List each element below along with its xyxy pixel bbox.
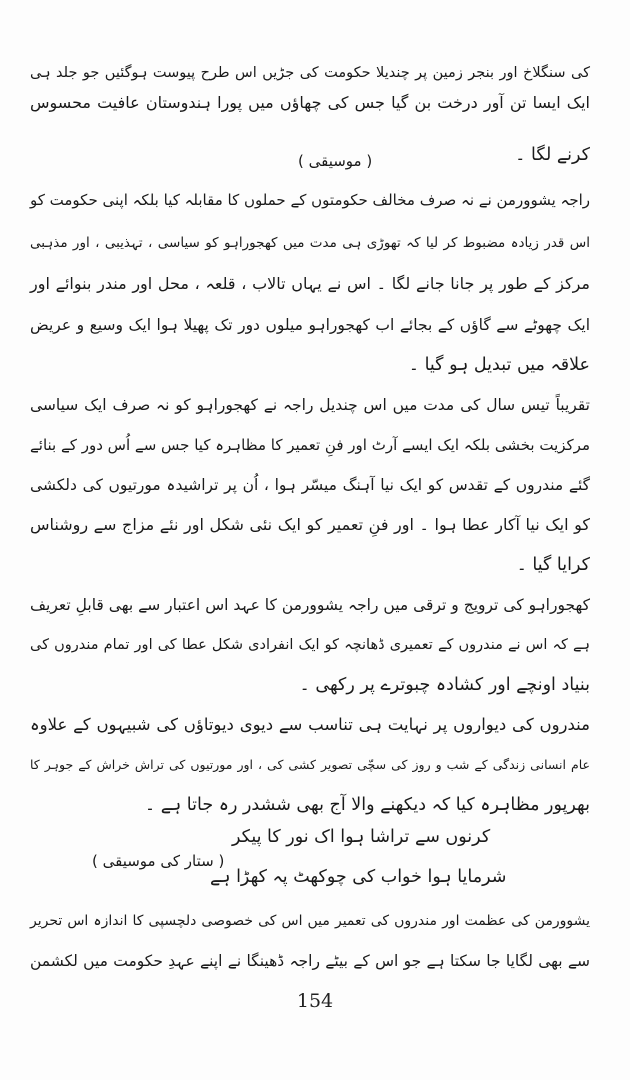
paragraph-3-line-5: کرایا گیا ۔ <box>516 555 590 575</box>
verse-line-1: کرنوں سے تراشا ہوا اک نور کا پیکر <box>232 827 491 847</box>
paragraph-2-line-2: اس قدر زیادہ مضبوط کر لیا کہ تھوڑی ہی مدت میں کھجوراہو کو سیاسی ، تہذیبی ، اور مذہبی <box>30 235 590 251</box>
paragraph-4-line-1: کھجوراہو کی ترویج و ترقی میں راجہ یشوورمن کا عہد اس اعتبار سے بھی قابلِ تعریف <box>30 596 590 614</box>
paragraph-3-line-4: کو ایک نیا آکار عطا ہوا ۔ اور فنِ تعمیر کو ایک نئی شکل اور نئے مزاج سے روشناس <box>30 515 590 534</box>
paragraph-3-line-3: گئے مندروں کے تقدس کو ایک نیا آہنگ میسّر ہوا ، اُن پر تراشیدہ مورتیوں کی دلکشی <box>30 476 590 494</box>
paragraph-1-line-1: کی سنگلاخ اور بنجر زمین پر چندیلا حکومت کی جڑیں اس طرح پیوست ہوگئیں جو جلد ہی <box>30 65 590 81</box>
music-note-label: ( موسیقی ) <box>298 152 373 170</box>
paragraph-2-line-4: ایک چھوٹے سے گاؤں کے بجائے اب کھجوراہو میلوں دور تک پھیلا ہوا ایک وسیع و عریض <box>30 316 590 334</box>
paragraph-3-line-2: مرکزیت بخشی بلکہ ایک ایسے آرٹ اور فنِ تعمیر کا مظاہرہ کیا جس سے اُس دور کے بنائے <box>30 436 590 454</box>
page-number: 154 <box>296 990 334 1012</box>
paragraph-5-line-3: بھرپور مظاہرہ کیا کہ دیکھنے والا آج بھی ششدر رہ جاتا ہے ۔ <box>144 795 590 815</box>
paragraph-1-line-3: کرنے لگا ۔ <box>515 145 590 165</box>
paragraph-2-line-1: راجہ یشوورمن نے نہ صرف مخالف حکومتوں کے حملوں کا مقابلہ کیا بلکہ اپنی حکومت کو <box>30 191 590 209</box>
paragraph-6-line-1: یشوورمن کی عظمت اور مندروں کی تعمیر میں اس کی خصوصی دلچسپی کا اندازہ اس تحریر <box>30 913 590 929</box>
paragraph-4-line-3: بنیاد اونچے اور کشادہ چبوترے پر رکھی ۔ <box>299 675 590 695</box>
paragraph-2-line-3: مرکز کے طور پر جانا جانے لگا ۔ اس نے یہاں تالاب ، قلعہ ، محل اور مندر بنوائے اور <box>30 274 590 293</box>
paragraph-2-line-5: علاقہ میں تبدیل ہو گیا ۔ <box>408 355 590 375</box>
paragraph-5-line-1: مندروں کی دیواروں پر نہایت ہی تناسب سے دیوی دیوتاؤں کی شبیہوں کے علاوہ <box>30 715 590 734</box>
paragraph-5-line-2: عام انسانی زندگی کے شب و روز کی سچّی تصویر کشی کی ، اور مورتیوں کی تراش خراش کے جوہر کا <box>30 757 590 772</box>
verse-line-2: شرمایا ہوا خواب کی چوکھٹ پہ کھڑا ہے <box>210 867 507 887</box>
paragraph-1-line-2: ایک ایسا تن آور درخت بن گیا جس کی چھاؤں میں پورا ہندوستان عافیت محسوس <box>30 93 590 112</box>
paragraph-4-line-2: ہے کہ اس نے مندروں کے تعمیری ڈھانچہ کو ایک انفرادی شکل عطا کی اور تمام مندروں کی <box>30 637 590 653</box>
verse-attribution: ( ستار کی موسیقی ) <box>92 852 225 870</box>
paragraph-3-line-1: تقریباً تیس سال کی مدت میں اس چندیل راجہ نے کھجوراہو کو نہ صرف ایک سیاسی <box>30 396 590 414</box>
paragraph-6-line-2: سے بھی لگایا جا سکتا ہے جو اس کے بیٹے راجہ ڈھینگا نے اپنے عہدِ حکومت میں لکشمن <box>30 952 590 970</box>
